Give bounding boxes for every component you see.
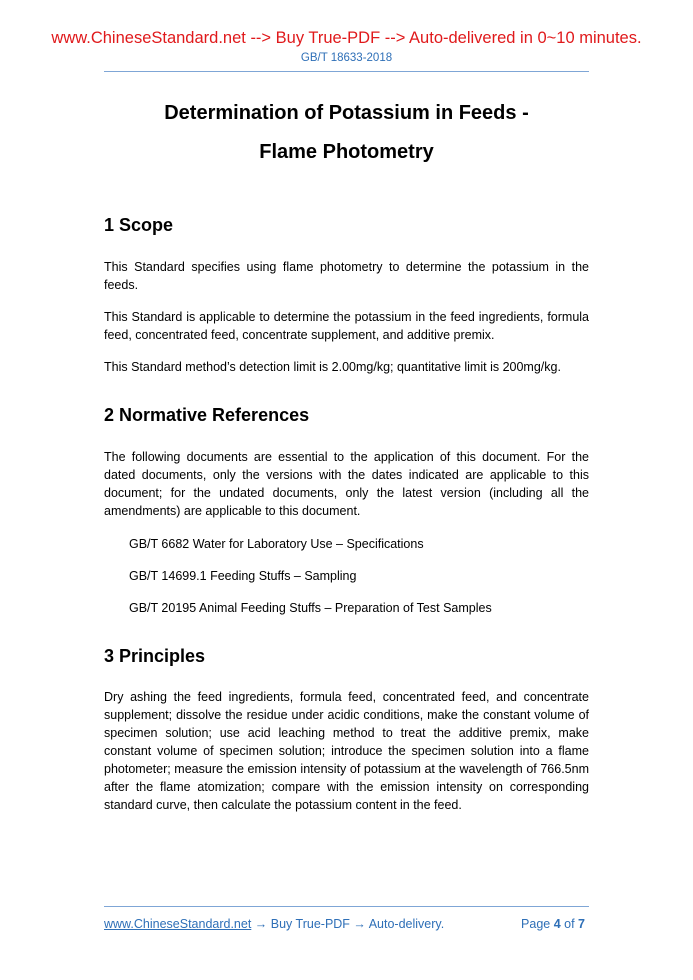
top-banner[interactable]: www.ChineseStandard.net --> Buy True-PDF --> Auto-delivered in 0~10 minutes. — [51, 29, 642, 47]
footer-site-link[interactable]: www.ChineseStandard.net — [104, 917, 252, 931]
footer-divider — [104, 906, 589, 907]
footer-tagline: → Buy True-PDF → Auto-delivery. — [251, 917, 445, 931]
standard-code: GB/T 18633-2018 — [300, 52, 393, 64]
scope-paragraph-2: This Standard is applicable to determine the potassium in the feed ingredients, formula feed, concentrated feed, concentrate supplement, and additive premix. — [104, 310, 589, 342]
section-heading-references: 2 Normative References — [104, 405, 310, 425]
section-heading-principles: 3 Principles — [104, 646, 206, 666]
document-title-line-2: Flame Photometry — [259, 141, 434, 163]
reference-item: GB/T 20195 Animal Feeding Stuffs – Preparation of Test Samples — [129, 601, 492, 615]
header-divider — [104, 71, 589, 72]
scope-paragraph-3: This Standard method’s detection limit is 2.00mg/kg; quantitative limit is 200mg/kg. — [104, 360, 561, 374]
page-indicator — [521, 915, 585, 933]
references-intro: The following documents are essential to the application of this document. For the dated documents, only the versions with the dates indicated are applicable to this document; for the undated documents, only the latest version (including all the amendments) are applicable to this document. — [104, 450, 589, 518]
reference-item: GB/T 14699.1 Feeding Stuffs – Sampling — [129, 569, 357, 583]
page-current: 4 — [553, 917, 561, 931]
section-heading-scope: 1 Scope — [104, 215, 174, 235]
page-label: Page — [521, 917, 554, 931]
page-footer — [104, 915, 589, 933]
page-of: of — [560, 917, 579, 931]
principles-paragraph: Dry ashing the feed ingredients, formula feed, concentrated feed, and concentrate supplement; dissolve the residue under acidic conditions, make the constant volume of specimen solution; use acid leaching method to treat the additive premix, make constant volume of specimen solution; introduce the specimen solution into a flame photometer; measure the emission intensity of potassium at the wavelength of 766.5nm after the flame atomization; compare with the emission intensity on corresponding standard curve, then calculate the potassium content in the feed. — [104, 690, 589, 812]
page-total: 7 — [578, 917, 585, 931]
reference-item: GB/T 6682 Water for Laboratory Use – Specifications — [129, 537, 424, 551]
document-title-line-1: Determination of Potassium in Feeds - — [164, 102, 529, 124]
scope-paragraph-1: This Standard specifies using flame photometry to determine the potassium in the feeds. — [104, 260, 589, 292]
